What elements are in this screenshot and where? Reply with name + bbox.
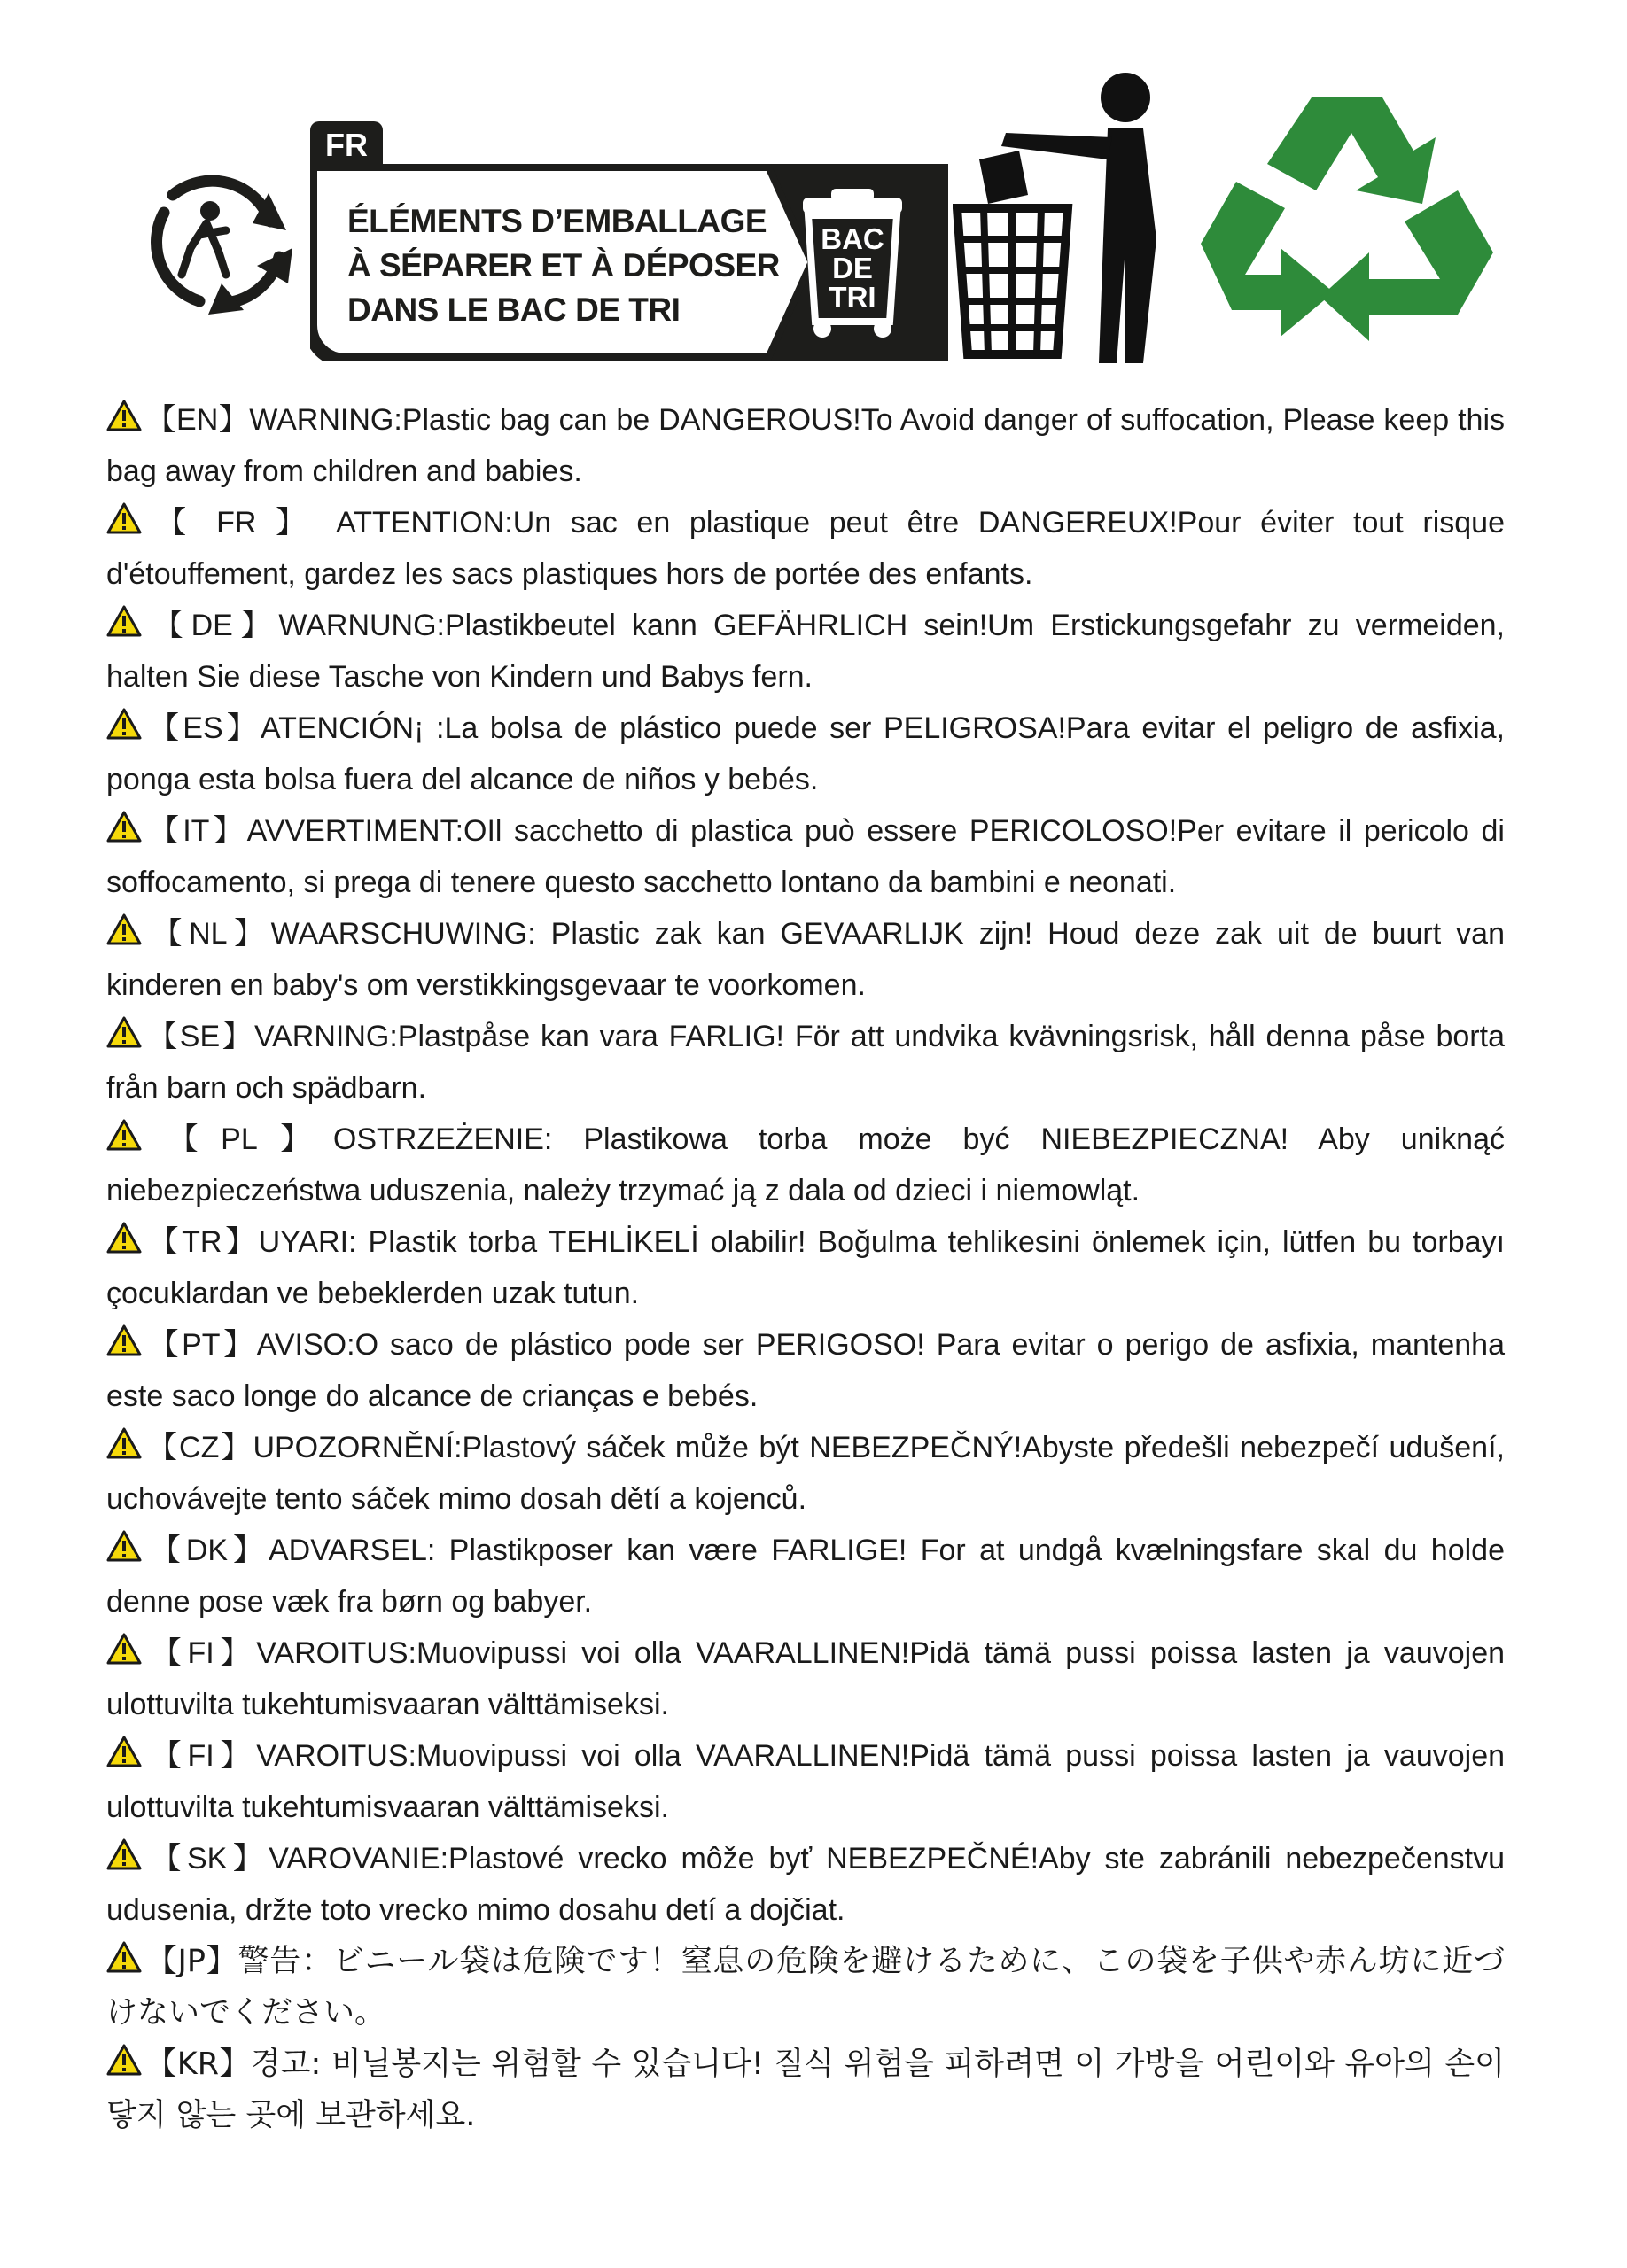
language-code: 【IT】	[145, 814, 247, 848]
bin-label	[796, 224, 909, 312]
warning-paragraph	[106, 1936, 1505, 2039]
warning-paragraph	[106, 805, 1505, 908]
bin-label-line-2: DE	[832, 252, 873, 284]
warning-text: AVVERTIMENT:OIl sacchetto di plastica può essere PERICOLOSO!Per evitare il pericolo di soffocamento, si prega di tenere questo sacchetto lontano da bambini e neonati.	[106, 814, 1505, 899]
warning-text: 警告：ビニール袋は危険です！窒息の危険を避けるために、この袋を子供や赤ん坊に近づけないでください。	[106, 1944, 1505, 2031]
warning-text: VAROITUS:Muovipussi voi olla VAARALLINEN!Pidä tämä pussi poissa lasten ja vauvojen ulottuvilta tukehtumisvaaran välttämiseksi.	[106, 1636, 1506, 1721]
warning-text: WAARSCHUWING: Plastic zak kan GEVAARLIJK zijn! Houd deze zak uit de buurt van kinderen en baby's om verstikkingsgevaar te voorkomen.	[106, 917, 1505, 1002]
warning-triangle-icon	[106, 1736, 142, 1767]
warning-triangle-icon	[106, 1838, 142, 1870]
language-code: 【PT】	[145, 1328, 257, 1362]
language-code: 【FI】	[145, 1636, 257, 1670]
warning-text: ATTENTION:Un sac en plastique peut être DANGEREUX!Pour éviter tout risque d'étouffement, gardez les sacs plastiques hors de portée des enfants.	[106, 506, 1505, 591]
warning-text: VARNING:Plastpåse kan vara FARLIG! För att undvika kvävningsrisk, håll denna påse borta från barn och spädbarn.	[106, 1020, 1505, 1105]
warning-paragraph	[106, 908, 1505, 1011]
language-code: 【DE】	[145, 609, 279, 642]
info-line-1: ÉLÉMENTS D’EMBALLAGE	[347, 203, 767, 239]
warning-text: VAROVANIE:Plastové vrecko môže byť NEBEZPEČNÉ!Aby ste zabránili nebezpečenstvu udusenia, držte toto vrecko mimo dosahu detí a dojčiat.	[106, 1842, 1505, 1927]
recycle-icon	[1201, 89, 1493, 359]
warning-triangle-icon	[106, 811, 142, 843]
recycling-header	[0, 0, 1627, 372]
tidyman-icon	[953, 71, 1192, 363]
language-code: 【 FR 】	[145, 506, 317, 540]
warning-text: AVISO:O saco de plástico pode ser PERIGOSO! Para evitar o perigo de asfixia, mantenha este saco longe do alcance de crianças e bebés.	[106, 1328, 1505, 1413]
packaging-info-text	[347, 199, 780, 332]
language-code: 【KR】	[145, 2047, 251, 2082]
warning-paragraph	[106, 1114, 1505, 1216]
warning-text: 경고: 비닐봉지는 위험할 수 있습니다! 질식 위험을 피하려면 이 가방을 어린이와 유아의 손이 닿지 않는 곳에 보관하세요.	[106, 2047, 1505, 2133]
packaging-info-box	[310, 164, 948, 361]
warning-paragraph	[106, 2039, 1505, 2141]
warning-triangle-icon	[106, 605, 142, 637]
language-code: 【PL】	[145, 1122, 333, 1156]
warning-triangle-icon	[106, 1427, 142, 1459]
warning-list	[106, 394, 1505, 2141]
language-code: 【ES】	[145, 711, 261, 745]
warning-text: ADVARSEL: Plastikposer kan være FARLIGE! For at undgå kvælningsfare skal du holde denne pose væk fra børn og babyer.	[106, 1534, 1505, 1619]
warning-triangle-icon	[106, 1016, 142, 1048]
warning-text: ATENCIÓN¡ :La bolsa de plástico puede ser PELIGROSA!Para evitar el peligro de asfixia, ponga esta bolsa fuera del alcance de niños y bebés.	[106, 711, 1505, 796]
language-code: 【EN】	[145, 403, 250, 437]
warning-triangle-icon	[106, 1119, 142, 1151]
warning-triangle-icon	[106, 1941, 142, 1973]
warning-triangle-icon	[106, 1633, 142, 1665]
language-code: 【SK】	[145, 1842, 269, 1876]
language-code: 【JP】	[145, 1944, 238, 1979]
warning-paragraph	[106, 1216, 1505, 1319]
warning-paragraph	[106, 497, 1505, 600]
info-line-3: DANS LE BAC DE TRI	[347, 291, 681, 328]
warning-triangle-icon	[106, 1324, 142, 1356]
warning-paragraph	[106, 1627, 1505, 1730]
warning-triangle-icon	[106, 1530, 142, 1562]
warning-triangle-icon	[106, 502, 142, 534]
warning-triangle-icon	[106, 1222, 142, 1254]
warning-triangle-icon	[106, 913, 142, 945]
warning-triangle-icon	[106, 708, 142, 740]
warning-text: OSTRZEŻENIE: Plastikowa torba może być NIEBEZPIECZNA! Aby uniknąć niebezpieczeństwa uduszenia, należy trzymać ją z dala od dzieci i niemowląt.	[106, 1122, 1506, 1208]
language-code: 【DK】	[145, 1534, 269, 1567]
warning-paragraph	[106, 1525, 1505, 1627]
warning-triangle-icon	[106, 400, 142, 431]
bin-label-line-3: TRI	[829, 281, 876, 314]
language-code: 【TR】	[145, 1225, 259, 1259]
warning-paragraph	[106, 1730, 1505, 1833]
info-line-2: À SÉPARER ET À DÉPOSER	[347, 247, 780, 284]
language-code: 【NL】	[145, 917, 271, 951]
triman-icon	[137, 159, 297, 319]
language-code: 【CZ】	[145, 1431, 253, 1464]
language-code: 【SE】	[145, 1020, 254, 1053]
warning-paragraph	[106, 1319, 1505, 1422]
warning-text: WARNUNG:Plastikbeutel kann GEFÄHRLICH sein!Um Erstickungsgefahr zu vermeiden, halten Sie diese Tasche von Kindern und Babys fern.	[106, 609, 1505, 694]
warning-paragraph	[106, 703, 1505, 805]
warning-text: WARNING:Plastic bag can be DANGEROUS!To Avoid danger of suffocation, Please keep this bag away from children and babies.	[106, 403, 1506, 488]
warning-text: UPOZORNĚNÍ:Plastový sáček může být NEBEZPEČNÝ!Abyste předešli nebezpečí udušení, uchovávejte tento sáček mimo dosah dětí a kojenců.	[106, 1431, 1505, 1516]
fr-country-tab: FR	[310, 121, 383, 169]
warning-paragraph	[106, 600, 1505, 703]
warning-triangle-icon	[106, 2044, 142, 2076]
warning-text: UYARI: Plastik torba TEHLİKELİ olabilir! Boğulma tehlikesini önlemek için, lütfen bu torbayı çocuklardan ve bebeklerden uzak tutun.	[106, 1225, 1505, 1310]
language-code: 【FI】	[145, 1739, 257, 1773]
warning-text: VAROITUS:Muovipussi voi olla VAARALLINEN!Pidä tämä pussi poissa lasten ja vauvojen ulottuvilta tukehtumisvaaran välttämiseksi.	[106, 1739, 1506, 1824]
warning-paragraph	[106, 1011, 1505, 1114]
warning-paragraph	[106, 1833, 1505, 1936]
warning-paragraph	[106, 1422, 1505, 1525]
bin-label-line-1: BAC	[821, 222, 884, 255]
warning-paragraph	[106, 394, 1505, 497]
